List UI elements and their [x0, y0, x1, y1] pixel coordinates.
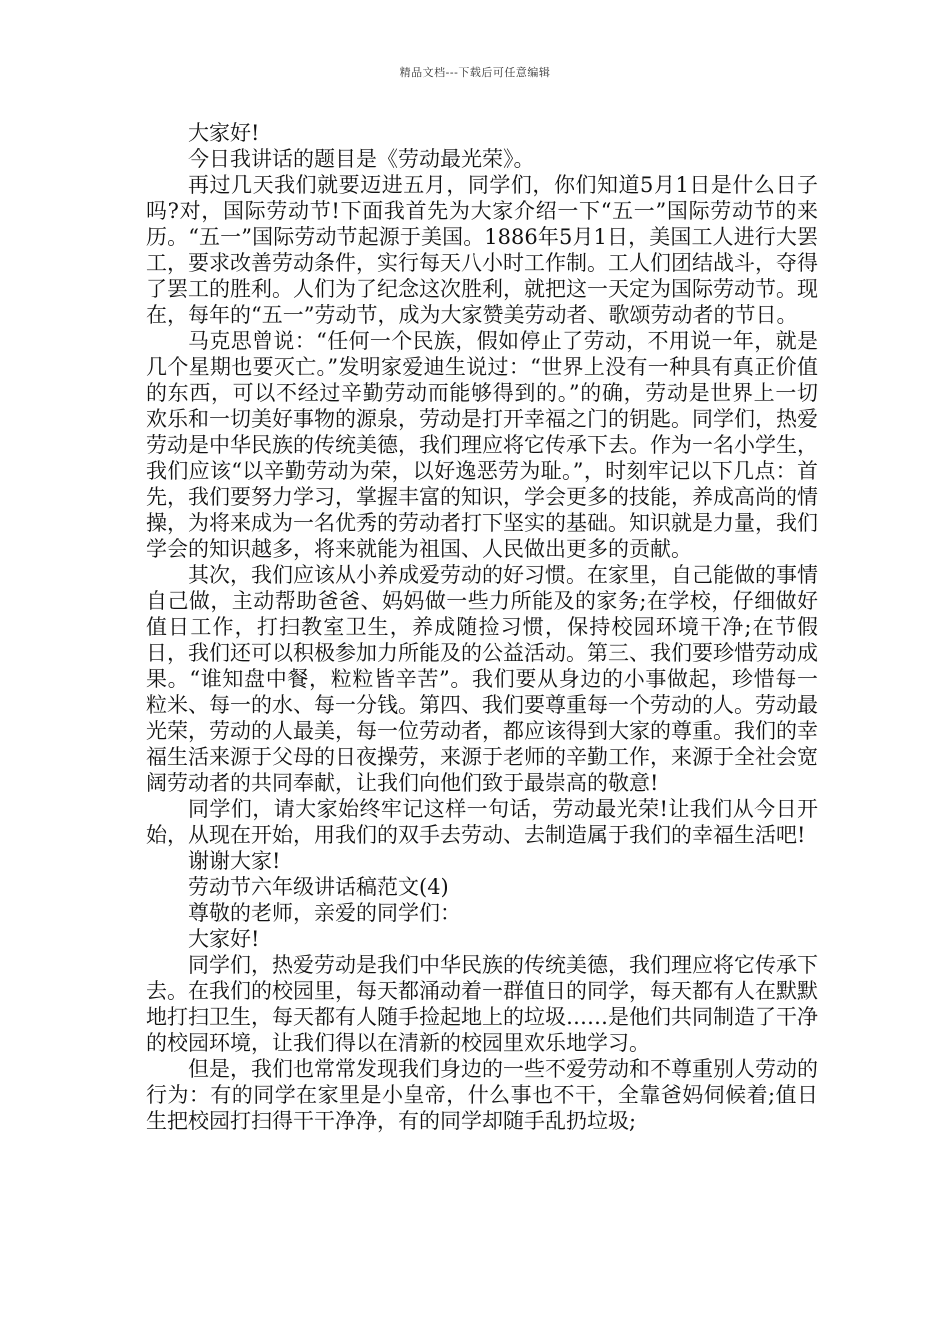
greeting-paragraph: 大家好!: [188, 927, 260, 951]
body-paragraph: 再过几天我们就要迈进五月，同学们，你们知道5月1日是什么日子吗?对，国际劳动节!下面我首先为大家介绍一下“五一”国际劳动节的来历。“五一”国际劳动节起源于美国。1886年5月1日，美国工人进行大罢工，要求改善劳动条件，实行每天八小时工作制。工人们团结战斗，夺得了罢工的胜利。人们为了纪念这次胜利，就把这一天定为国际劳动节。现在，每年的“五一”劳动节，成为大家赞美劳动者、歌颂劳动者的节日。: [146, 173, 818, 327]
greeting-paragraph: 大家好!: [188, 121, 260, 145]
body-paragraph: 但是，我们也常常发现我们身边的一些不爱劳动和不尊重别人劳动的行为：有的同学在家里是小皇帝，什么事也不干，全靠爸妈伺候着;值日生把校园打扫得干干净净，有的同学却随手乱扔垃圾;: [146, 1057, 818, 1133]
body-paragraph: 同学们，热爱劳动是我们中华民族的传统美德，我们理应将它传承下去。在我们的校园里，每天都涌动着一群值日的同学，每天都有人在默默地打扫卫生，每天都有人随手捡起地上的垃圾……是他们共同制造了干净的校园环境，让我们得以在清新的校园里欢乐地学习。: [146, 953, 818, 1055]
body-paragraph: 其次，我们应该从小养成爱劳动的好习惯。在家里，自己能做的事情自己做，主动帮助爸爸、妈妈做一些力所能及的家务;在学校，仔细做好值日工作，打扫教室卫生，养成随捡习惯，保持校园环境干净;在节假日，我们还可以积极参加力所能及的公益活动。第三、我们要珍惜劳动成果。“谁知盘中餐，粒粒皆辛苦”。我们要从身边的小事做起，珍惜每一粒米、每一的水、每一分钱。第四、我们要尊重每一个劳动的人。劳动最光荣，劳动的人最美，每一位劳动者，都应该得到大家的尊重。我们的幸福生活来源于父母的日夜操劳，来源于老师的辛勤工作，来源于全社会宽阔劳动者的共同奉献，让我们向他们致于最崇高的敬意!: [146, 563, 818, 795]
speech-title-paragraph: 今日我讲话的题目是《劳动最光荣》。: [188, 147, 535, 171]
body-paragraph: 马克思曾说：“任何一个民族，假如停止了劳动，不用说一年，就是几个星期也要灭亡。”发明家爱迪生说过：“世界上没有一种具有真正价值的东西，可以不经过辛勤劳动而能够得到的。”的确，劳动是世界上一切欢乐和一切美好事物的源泉，劳动是打开幸福之门的钥匙。同学们，热爱劳动是中华民族的传统美德，我们理应将它传承下去。作为一名小学生，我们应该“以辛勤劳动为荣，以好逸恶劳为耻。”，时刻牢记以下几点：首先，我们要努力学习，掌握丰富的知识，学会更多的技能，养成高尚的情操，为将来成为一名优秀的劳动者打下坚实的基础。知识就是力量，我们学会的知识越多，将来就能为祖国、人民做出更多的贡献。: [146, 329, 818, 561]
thanks-paragraph: 谢谢大家!: [188, 849, 281, 873]
document-body: [146, 120, 818, 1134]
page-header: 精品文档---下载后可任意编辑: [399, 66, 551, 79]
salutation-paragraph: 尊敬的老师，亲爱的同学们：: [188, 901, 461, 925]
section-heading: 劳动节六年级讲话稿范文(4): [188, 875, 449, 899]
body-paragraph: 同学们，请大家始终牢记这样一句话，劳动最光荣!让我们从今日开始，从现在开始，用我们的双手去劳动、去制造属于我们的幸福生活吧!: [146, 797, 818, 847]
